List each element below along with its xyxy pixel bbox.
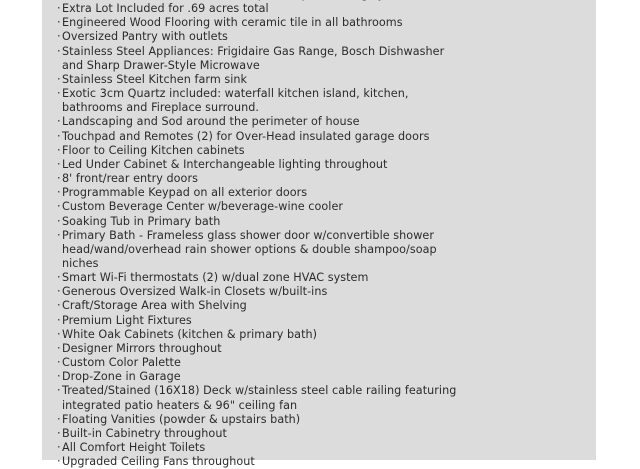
feature-item [57, 215, 597, 229]
feature-item [57, 144, 597, 158]
bullet-marker: · [57, 16, 61, 30]
feature-item [57, 328, 597, 342]
feature-text: Custom Beverage Center w/beverage-wine cooler [62, 200, 344, 214]
bullet-marker: · [57, 341, 61, 355]
bullet-marker: · [57, 157, 61, 171]
feature-text: and Sharp Drawer-Style Microwave [62, 58, 260, 72]
bullet-marker: · [57, 313, 61, 327]
bullet-marker: · [57, 186, 61, 200]
feature-item [57, 45, 597, 73]
feature-item [57, 271, 597, 285]
feature-text: Landscaping and Sod around the perimeter of house [62, 115, 360, 129]
feature-text: Built-in Cabinetry throughout [62, 426, 227, 440]
feature-text: Premium Light Fixtures [62, 313, 192, 327]
bullet-marker: · [57, 228, 61, 242]
bullet-marker: · [57, 441, 61, 454]
feature-text: Treated/Stained (16X18) Deck w/stainless steel cable railing featuring [62, 384, 457, 398]
bullet-marker: · [57, 356, 61, 370]
feature-text: Generous Oversized Walk-in Closets w/built-ins [62, 285, 328, 299]
bullet-marker: · [57, 172, 61, 186]
feature-text: Oversized Pantry with outlets [62, 30, 228, 44]
feature-text: Led Under Cabinet & Interchangeable lighting throughout [62, 157, 388, 171]
bullet-marker: · [57, 87, 61, 101]
bullet-marker: · [57, 455, 61, 469]
feature-text: Engineered Wood Flooring with ceramic tile in all bathrooms [62, 16, 403, 30]
features-list [57, 0, 597, 469]
feature-text: niches [62, 256, 99, 270]
feature-text: Floating Vanities (powder & upstairs bath) [62, 412, 301, 426]
features-panel [42, 0, 596, 469]
feature-text: White Oak Cabinets (kitchen & primary bath) [62, 327, 318, 341]
feature-item [57, 299, 597, 313]
feature-item [57, 2, 597, 16]
bullet-marker: · [57, 30, 61, 44]
feature-text: Smart Wi-Fi thermostats (2) w/dual zone HVAC system [62, 271, 369, 285]
feature-text: Soaking Tub in Primary bath [62, 214, 221, 228]
bullet-marker: · [57, 129, 61, 143]
feature-text: Extra Lot Included for .69 acres total [62, 2, 269, 16]
feature-item [57, 427, 597, 441]
feature-item [57, 413, 597, 427]
feature-item [57, 73, 597, 87]
bullet-marker: · [57, 327, 61, 341]
feature-item [57, 130, 597, 144]
feature-item [57, 314, 597, 328]
feature-item [57, 229, 597, 271]
bullet-marker: · [57, 2, 61, 16]
feature-text: Upgraded Ceiling Fans throughout [62, 455, 255, 469]
bullet-marker: · [57, 299, 61, 313]
feature-text: Programmable Keypad on all exterior doors [62, 186, 308, 200]
feature-item [57, 455, 597, 469]
feature-item [57, 30, 597, 44]
feature-text: Stainless Steel Appliances: Frigidaire Gas Range, Bosch Dishwasher [62, 44, 445, 58]
bullet-marker: · [57, 370, 61, 384]
bullet-marker: · [57, 271, 61, 285]
feature-item [57, 186, 597, 200]
feature-text: Custom Color Palette [62, 356, 181, 370]
bullet-marker: · [57, 412, 61, 426]
feature-text: Floor to Ceiling Kitchen cabinets [62, 143, 245, 157]
feature-text: Exotic 3cm Quartz included: waterfall kitchen island, kitchen, [62, 87, 409, 101]
feature-text: Craft/Storage Area with Shelving [62, 299, 247, 313]
bullet-marker: · [57, 72, 61, 86]
feature-item [57, 87, 597, 115]
feature-text: Stainless Steel Kitchen farm sink [62, 72, 248, 86]
bullet-marker: · [57, 44, 61, 58]
feature-item [57, 370, 597, 384]
bullet-marker: · [57, 143, 61, 157]
feature-item [57, 384, 597, 412]
bullet-marker: · [57, 384, 61, 398]
feature-item [57, 115, 597, 129]
feature-text: Touchpad and Remotes (2) for Over-Head insulated garage doors [62, 129, 430, 143]
feature-text: Drop-Zone in Garage [62, 370, 181, 384]
feature-item [57, 356, 597, 370]
feature-text: Designer Mirrors throughout [62, 341, 222, 355]
bullet-marker: · [57, 285, 61, 299]
feature-item [57, 342, 597, 356]
feature-text: All Comfort Height Toilets [62, 441, 206, 454]
feature-text: Primary Bath - Frameless glass shower door w/convertible shower [62, 228, 434, 242]
feature-item [57, 200, 597, 214]
bullet-marker: · [57, 426, 61, 440]
feature-text: integrated patio heaters & 96" ceiling fan [62, 398, 298, 412]
bullet-marker: · [57, 200, 61, 214]
feature-item [57, 285, 597, 299]
feature-item [57, 172, 597, 186]
feature-item [57, 441, 597, 455]
feature-text: 8' front/rear entry doors [62, 172, 198, 186]
feature-item [57, 158, 597, 172]
feature-item [57, 16, 597, 30]
feature-text: head/wand/overhead rain shower options & double shampoo/soap [62, 242, 437, 256]
feature-text: bathrooms and Fireplace surround. [62, 101, 259, 115]
bullet-marker: · [57, 214, 61, 228]
bullet-marker: · [57, 115, 61, 129]
